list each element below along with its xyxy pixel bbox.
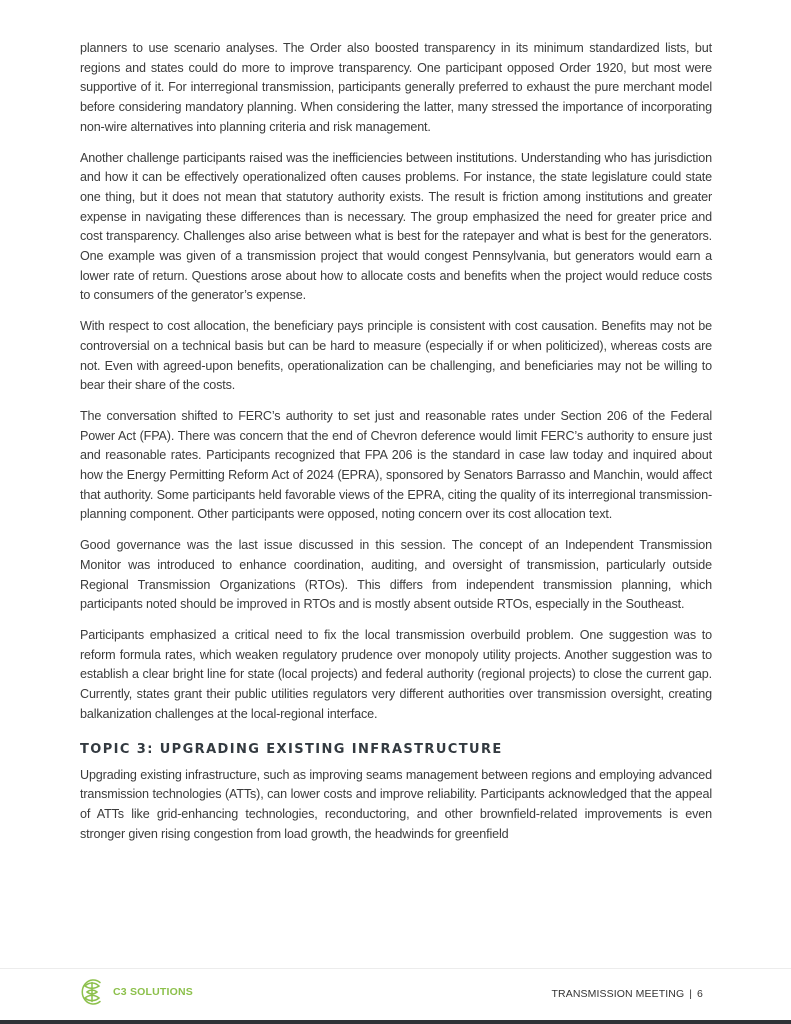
footer-separator: |: [689, 988, 693, 1000]
paragraph: Good governance was the last issue discussed in this session. The concept of an Independent Transmission Monitor was introduced to enhance coordination, auditing, and oversight of transmission, particularly outside Regional Transmission Organizations (RTOs). This differs from independent transmission planning, which participants noted should be improved in RTOs and is mostly absent outside RTOs, especially in the Southeast.: [80, 538, 712, 612]
paragraph: Upgrading existing infrastructure, such as improving seams management between regions and employing advanced transmission technologies (ATTs), can lower costs and improve reliability. Participants acknowledged that the appeal of ATTs like grid-enhancing technologies, reconductoring, and other brownfield-related improvements is even stronger given rising congestion from load growth, the headwinds for greenfield: [80, 767, 712, 841]
running-footer: [552, 988, 703, 1000]
section-heading: TOPIC 3: UPGRADING EXISTING INFRASTRUCTURE: [80, 741, 503, 757]
page-footer: [0, 969, 791, 1020]
paragraph: The conversation shifted to FERC’s authority to set just and reasonable rates under Section 206 of the Federal Power Act (FPA). There was concern that the end of Chevron deference would limit FERC’s authority to ensure just and reasonable rates. Participants recognized that FPA 206 is the standard in case law today and inquired about how the Energy Permitting Reform Act of 2024 (EPRA), sponsored by Senators Barrasso and Manchin, would affect that authority. Some participants held favorable views of the EPRA, citing the quality of its interregional transmission-planning component. Other participants were opposed, noting concern over its cost allocation text.: [80, 408, 712, 522]
paragraph: With respect to cost allocation, the beneficiary pays principle is consistent with cost causation. Benefits may not be controversial on a technical basis but can be hard to measure (especially if or when politicized), whereas costs are not. Even with agreed-upon benefits, operationalization can be challenging, and beneficiaries may not be willing to bear their share of the costs.: [80, 319, 712, 393]
page-body: [80, 39, 712, 855]
bottom-edge-bar: [0, 1020, 791, 1024]
page-number: 6: [697, 988, 703, 1000]
paragraph: Participants emphasized a critical need to fix the local transmission overbuild problem. One suggestion was to reform formula rates, which weaken regulatory prudence over monopoly utility projects. Another suggestion was to establish a clear bright line for state (local projects) and federal authority (regional projects) to close the current gap. Currently, states grant their public utilities regulators very different authorities over transmission oversight, creating balkanization challenges at the local-regional interface.: [80, 627, 712, 721]
brand-logo: [79, 977, 193, 1007]
c3-solutions-leaf-logo-icon: [79, 977, 105, 1007]
brand-name: C3 SOLUTIONS: [113, 986, 193, 998]
document-title: TRANSMISSION MEETING: [551, 988, 685, 1000]
paragraph: Another challenge participants raised was the inefficiencies between institutions. Understanding who has jurisdiction and how it can be effectively operationalized often causes problems. For instance, the state legislature could state one thing, but it does not mean that statutory authority exists. The result is friction among institutions and greater expense in navigating these differences than is necessary. The group emphasized the need for greater price and cost transparency. Challenges also arise between what is best for the ratepayer and what is best for the generators. One example was given of a transmission project that would congest Pennsylvania, but generators would earn a lower rate of return. Questions arose about how to allocate costs and benefits when the project would reduce costs to consumers of the generator’s expense.: [80, 150, 712, 303]
paragraph: planners to use scenario analyses. The Order also boosted transparency in its minimum standardized lists, but regions and states could do more to improve transparency. One participant opposed Order 1920, but most were supportive of it. For interregional transmission, participants generally preferred to exhaust the pure merchant model before considering mandatory planning. When considering the latter, many stressed the importance of incorporating non-wire alternatives into planning criteria and risk management.: [80, 41, 712, 134]
